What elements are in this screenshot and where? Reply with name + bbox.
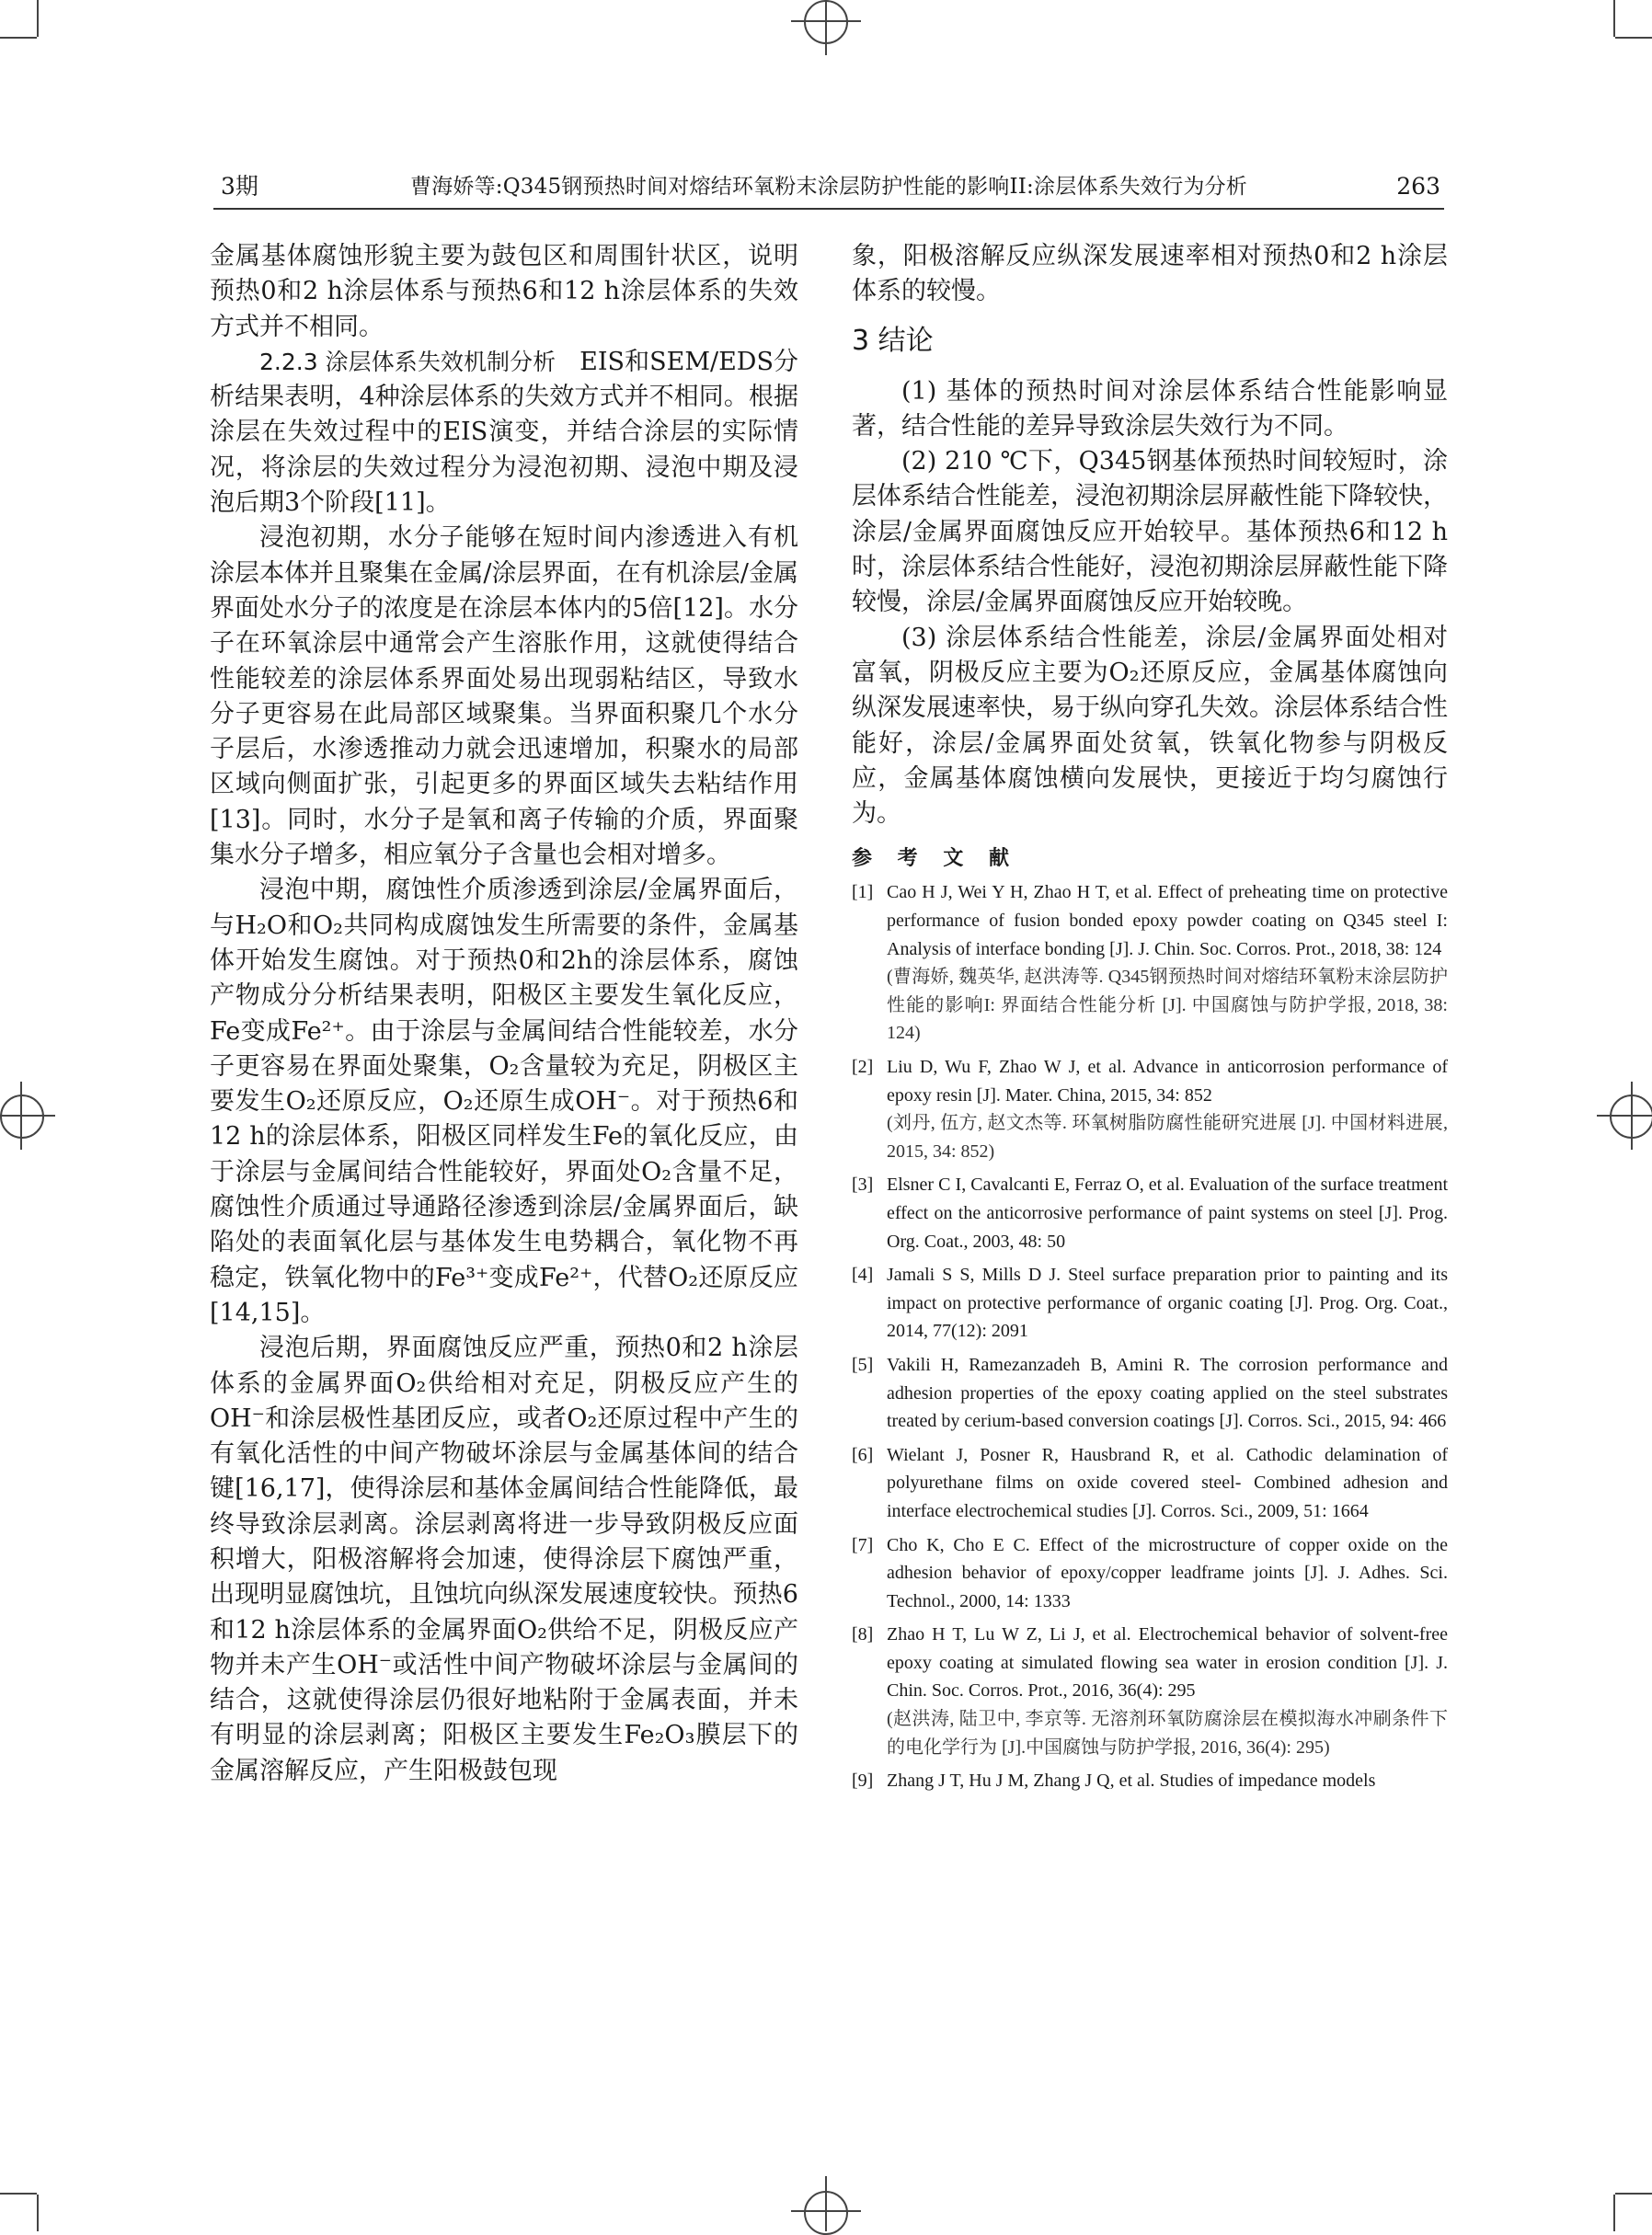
crop-mark xyxy=(1615,37,1652,39)
crop-mark xyxy=(0,37,37,39)
reference-text: Zhao H T, Lu W Z, Li J, et al. Electrochemical behavior of solvent-free epoxy coating at simulated flowing sea water in erosion condition [J]. J. Chin. Soc. Corros. Prot., 2016, 36(4): 295 xyxy=(887,1624,1448,1702)
left-column xyxy=(210,239,798,1789)
paragraph-text: EIS和SEM/EDS分析结果表明，4种涂层体系的失效方式并不相同。根据涂层在失效过程中的EIS演变，并结合涂层的实际情况，将涂层的失效过程分为浸泡初期、浸泡中期及浸泡后期3个阶段[11]。 xyxy=(210,347,799,518)
paragraph: 浸泡中期，腐蚀性介质渗透到涂层/金属界面后，与H₂O和O₂共同构成腐蚀发生所需要的条件，金属基体开始发生腐蚀。对于预热0和2h的涂层体系，腐蚀产物成分分析结果表明，阳极区主要发生氧化反应，Fe变成Fe²⁺。由于涂层与金属间结合性能较差，水分子更容易在界面处聚集，O₂含量较为充足，阴极区主要发生O₂还原反应，O₂还原生成OH⁻。对于预热6和12 h的涂层体系，阳极区同样发生Fe的氧化反应，由于涂层与金属间结合性能较好，界面处O₂含量不足，腐蚀性介质通过导通路径渗透到涂层/金属界面后，缺陷处的表面氧化层与基体发生电势耦合，氧化物不再稳定，铁氧化物中的Fe³⁺变成Fe²⁺，代替O₂还原反应[14,15]。 xyxy=(210,876,798,1327)
reference-number: [2] xyxy=(852,1057,874,1078)
issue-label: 3期 xyxy=(221,173,258,200)
reference-list xyxy=(852,878,1448,1794)
reference-chinese: (刘丹, 伍方, 赵文杰等. 环氧树脂防腐性能研究进展 [J]. 中国材料进展, 2015, 34: 852) xyxy=(887,1113,1448,1162)
registration-mark xyxy=(1631,1082,1633,1150)
header-rule xyxy=(213,208,1444,210)
reference-item xyxy=(852,1261,1448,1346)
reference-number: [7] xyxy=(852,1534,874,1555)
registration-mark xyxy=(0,1095,44,1139)
registration-mark xyxy=(20,1082,22,1150)
reference-text: Elsner C I, Cavalcanti E, Ferraz O, et al. Evaluation of the surface treatment effect on the anticorrosive performance of paint systems on steel [J]. Prog. Org. Coat., 2003, 48: 50 xyxy=(887,1175,1448,1252)
crop-mark xyxy=(1615,2193,1652,2195)
paragraph xyxy=(210,345,798,521)
registration-mark xyxy=(1597,1115,1652,1117)
crop-mark xyxy=(37,2195,39,2231)
reference-number: [3] xyxy=(852,1175,874,1196)
reference-text: Liu D, Wu F, Zhao W J, et al. Advance in anticorrosion performance of epoxy resin [J]. Mater. China, 2015, 34: 852 xyxy=(887,1057,1448,1106)
reference-item xyxy=(852,878,1448,1048)
page-number: 263 xyxy=(1396,173,1440,200)
reference-text: Cho K, Cho E C. Effect of the microstructure of copper oxide on the adhesion behavior of epoxy/copper leadframe joints [J]. J. Adhes. Sci. Technol., 2000, 14: 1333 xyxy=(887,1534,1448,1611)
reference-number: [1] xyxy=(852,882,874,903)
reference-number: [5] xyxy=(852,1354,874,1375)
registration-mark xyxy=(825,0,827,55)
registration-mark xyxy=(0,1115,55,1117)
conclusion-item: (3) 涂层体系结合性能差，涂层/金属界面处相对富氧，阴极反应主要为O₂还原反应，金属基体腐蚀向纵深发展速率快，易于纵向穿孔失效。涂层体系结合性能好，涂层/金属界面处贫氧，铁氧化物参与阴极反应，金属基体腐蚀横向发展快，更接近于均匀腐蚀行为。 xyxy=(852,623,1448,829)
reference-chinese: (曹海娇, 魏英华, 赵洪涛等. Q345钢预热时间对熔结环氧粉末涂层防护性能的影响I: 界面结合性能分析 [J]. 中国腐蚀与防护学报, 2018, 38: 124) xyxy=(887,967,1448,1044)
crop-mark xyxy=(1613,2195,1615,2231)
registration-mark xyxy=(825,2176,827,2231)
reference-text: Jamali S S, Mills D J. Steel surface preparation prior to painting and its impact on protective performance of organic coating [J]. Prog. Org. Coat., 2014, 77(12): 2091 xyxy=(887,1265,1448,1342)
reference-number: [6] xyxy=(852,1444,874,1465)
reference-item xyxy=(852,1351,1448,1436)
conclusion-item: (2) 210 ℃下，Q345钢基体预热时间较短时，涂层体系结合性能差，浸泡初期涂层屏蔽性能下降较快，涂层/金属界面腐蚀反应开始较早。基体预热6和12 h时，涂层体系结合性能好，浸泡初期涂层屏蔽性能下降较慢，涂层/金属界面腐蚀反应开始较晚。 xyxy=(852,447,1448,617)
running-header xyxy=(213,171,1444,206)
paragraph: 浸泡初期，水分子能够在短时间内渗透进入有机涂层本体并且聚集在金属/涂层界面，在有机涂层/金属界面处水分子的浓度是在涂层本体内的5倍[12]。水分子在环氧涂层中通常会产生溶胀作用，这就使得结合性能较差的涂层体系界面处易出现弱粘结区，导致水分子更容易在此局部区域聚集。当界面积聚几个水分子层后，水渗透推动力就会迅速增加，积聚水的局部区域向侧面扩张，引起更多的界面区域失去粘结作用[13]。同时，水分子是氧和离子传输的介质，界面聚集水分子增多，相应氧分子含量也会相对增多。 xyxy=(210,523,798,870)
references-heading: 参 考 文 献 xyxy=(852,847,1018,871)
reference-item xyxy=(852,1767,1448,1795)
paragraph: 浸泡后期，界面腐蚀反应严重，预热0和2 h涂层体系的金属界面O₂供给相对充足，阴极反应产生的OH⁻和涂层极性基团反应，或者O₂还原过程中产生的有氧化活性的中间产物破坏涂层与金属基体间的结合键[16,17]，使得涂层和基体金属间结合性能降低，最终导致涂层剥离。涂层剥离将进一步导致阴极反应面积增大，阳极溶解将会加速，使得涂层下腐蚀严重，出现明显腐蚀坑，且蚀坑向纵深发展速度较快。预热6和12 h涂层体系的金属界面O₂供给不足，阴极反应产物并未产生OH⁻或活性中间产物破坏涂层与金属间的结合，这就使得涂层仍很好地粘附于金属表面，并未有明显的涂层剥离；阳极区主要发生Fe₂O₃膜层下的金属溶解反应，产生阳极鼓包现 xyxy=(210,1334,798,1785)
reference-text: Vakili H, Ramezanzadeh B, Amini R. The corrosion performance and adhesion properties of the epoxy coating applied on the steel substrates treated by cerium-based conversion coatings [J]. Corros. Sci., 2015, 94: 466 xyxy=(887,1354,1448,1432)
reference-number: [4] xyxy=(852,1265,874,1286)
paragraph: 金属基体腐蚀形貌主要为鼓包区和周围针状区，说明预热0和2 h涂层体系与预热6和12 h涂层体系的失效方式并不相同。 xyxy=(210,242,798,341)
right-column xyxy=(852,239,1448,1801)
crop-mark xyxy=(37,0,39,37)
conclusion-item: (1) 基体的预热时间对涂层体系结合性能影响显著，结合性能的差异导致涂层失效行为不同。 xyxy=(852,376,1448,441)
paragraph: 象，阳极溶解反应纵深发展速率相对预热0和2 h涂层体系的较慢。 xyxy=(852,242,1448,306)
reference-item xyxy=(852,1171,1448,1255)
reference-item xyxy=(852,1621,1448,1761)
reference-chinese: (赵洪涛, 陆卫中, 李京等. 无溶剂环氧防腐涂层在模拟海水冲刷条件下的电化学行为 [J].中国腐蚀与防护学报, 2016, 36(4): 295) xyxy=(887,1709,1448,1758)
crop-mark xyxy=(1613,0,1615,37)
reference-item xyxy=(852,1531,1448,1616)
reference-number: [9] xyxy=(852,1771,874,1792)
crop-mark xyxy=(0,2193,37,2195)
reference-item xyxy=(852,1441,1448,1526)
reference-item xyxy=(852,1053,1448,1165)
reference-text: Wielant J, Posner R, Hausbrand R, et al. Cathodic delamination of polyurethane films on oxide covered steel- Combined adhesion and interface electrochemical studies [J]. Corros. Sci., 2009, 51: 1664 xyxy=(887,1444,1448,1521)
running-title: 曹海娇等:Q345钢预热时间对熔结环氧粉末涂层防护性能的影响II:涂层体系失效行为分析 xyxy=(409,175,1248,199)
reference-text: Cao H J, Wei Y H, Zhao H T, et al. Effect of preheating time on protective performance of fusion bonded epoxy powder coating on Q345 steel I: Analysis of interface bonding [J]. J. Chin. Soc. Corros. Prot., 2018, 38: 124 xyxy=(887,882,1448,959)
reference-text: Zhang J T, Hu J M, Zhang J Q, et al. Studies of impedance models xyxy=(887,1771,1376,1792)
reference-number: [8] xyxy=(852,1624,874,1645)
subsection-heading: 2.2.3 涂层体系失效机制分析 xyxy=(259,348,556,375)
section-heading: 3 结论 xyxy=(852,324,934,357)
